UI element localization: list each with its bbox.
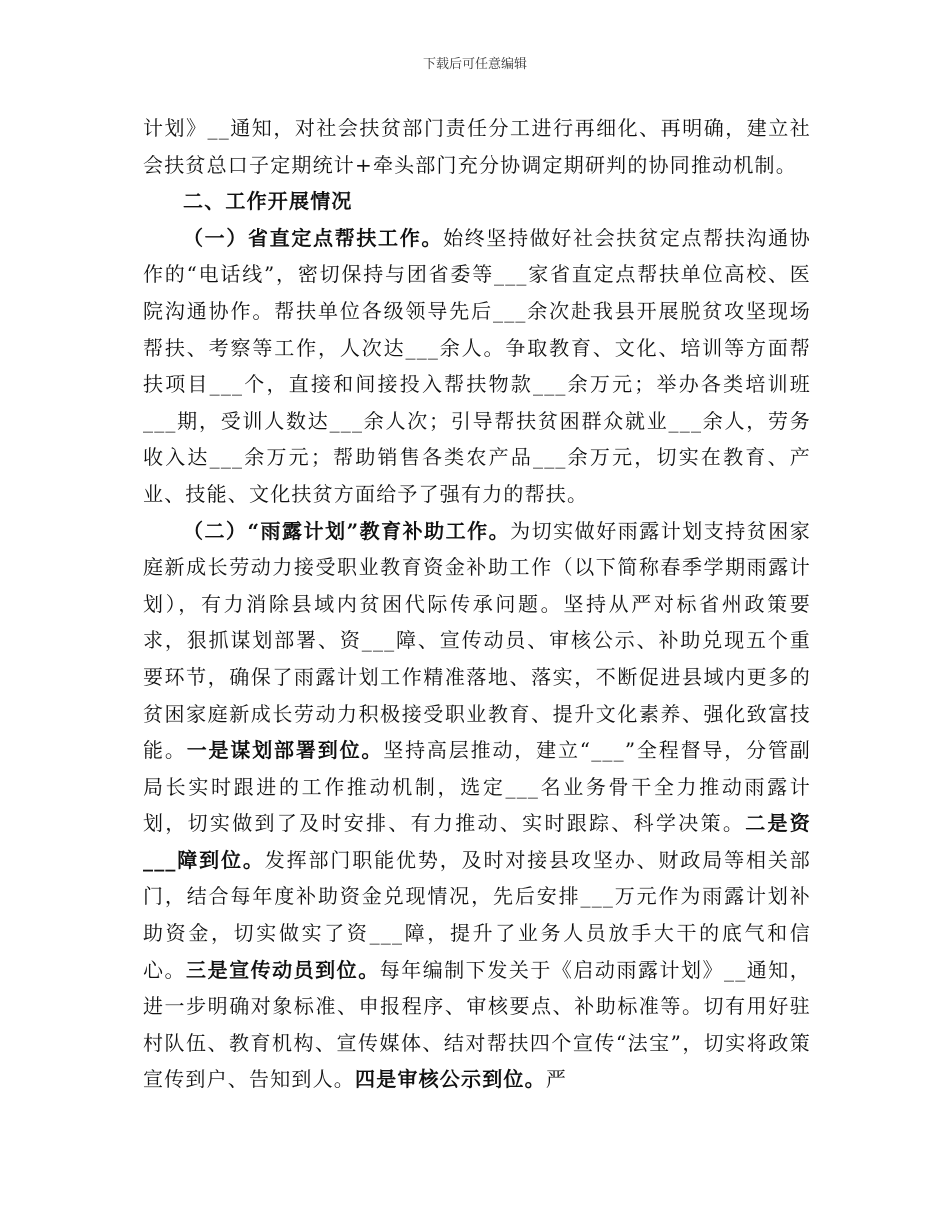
point-3-text: 每年编制下发关于《启动雨露计划》__通知，进一步明确对象标准、申报程序、审核要点、补助标准等。切有用好驻村队伍、教育机构、宣传媒体、结对帮扶四个宣传“法宝”，切实将政策宣传到户、告知到人。 bbox=[143, 957, 812, 1092]
paragraph-intro: 计划》__通知，对社会扶贫部门责任分工进行再细化、再明确，建立社会扶贫总口子定期统计+牵头部门充分协调定期研判的协同推动机制。 bbox=[143, 116, 811, 177]
point-2-title: 二是资___障到位。 bbox=[143, 811, 811, 872]
section-1-title: （一）省直定点帮扶工作。 bbox=[183, 225, 444, 250]
paragraph-section-2 bbox=[143, 513, 811, 1099]
paragraph-section-1 bbox=[143, 220, 811, 513]
point-1-text: 坚持高层推动，建立“___”全程督导，分管副局长实时跟进的工作推动机制，选定___名业务骨干全力推动雨露计划，切实做到了及时安排、有力推动、实时跟踪、科学决策。 bbox=[143, 738, 811, 836]
point-4-title: 四是审核公示到位。 bbox=[355, 1067, 546, 1092]
section-2-text: 为切实做好雨露计划支持贫困家庭新成长劳动力接受职业教育资金补助工作（以下简称春季学期雨露计划），有力消除县域内贫困代际传承问题。坚持从严对标省州政策要求，狠抓谋划部署、资___障、宣传动员、审核公示、补助兑现五个重要环节，确保了雨露计划工作精准落地、落实，不断促进县域内更多的贫困家庭新成长劳动力积极接受职业教育、提升文化素养、强化致富技能。 bbox=[143, 518, 811, 763]
point-2-text: 发挥部门职能优势，及时对接县攻坚办、财政局等相关部门，结合每年度补助资金兑现情况，先后安排___万元作为雨露计划补助资金，切实做实了资___障，提升了业务人员放手大干的底气和信心。 bbox=[143, 847, 811, 982]
point-4-text: 严 bbox=[545, 1067, 568, 1092]
section-2-title: （二）“雨露计划”教育补助工作。 bbox=[183, 518, 511, 543]
document-body bbox=[143, 110, 811, 1098]
section-1-text: 始终坚持做好社会扶贫定点帮扶沟通协作的“电话线”，密切保持与团省委等___家省直定点帮扶单位高校、医院沟通协作。帮扶单位各级领导先后___余次赴我县开展脱贫攻坚现场帮扶、考察等工作，人次达___余人。争取教育、文化、培训等方面帮扶项目___个，直接和间接投入帮扶物款___余万元；举办各类培训班___期，受训人数达___余人次；引导帮扶贫困群众就业___余人，劳务收入达___余万元；帮助销售各类农产品___余万元，切实在教育、产业、技能、文化扶贫方面给予了强有力的帮扶。 bbox=[143, 225, 811, 506]
point-3-title: 三是宣传动员到位。 bbox=[186, 957, 380, 982]
header-note: 下载后可任意编辑 bbox=[422, 57, 527, 72]
section-heading: 二、工作开展情况 bbox=[183, 189, 353, 214]
point-1-title: 一是谋划部署到位。 bbox=[186, 738, 384, 763]
